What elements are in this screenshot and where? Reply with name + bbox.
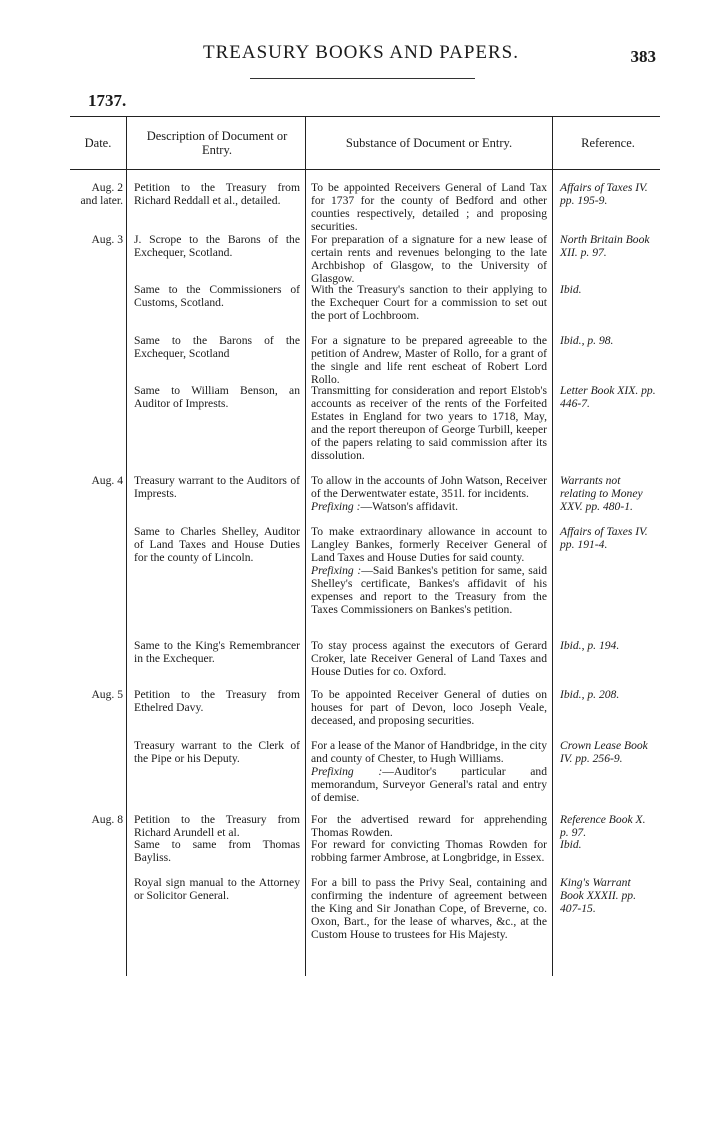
- entry-description: Same to William Benson, an Auditor of Imprests.: [134, 384, 300, 410]
- table-header-rule: [70, 169, 660, 170]
- column-divider: [552, 116, 553, 976]
- entry-description: Petition to the Treasury from Ethelred Davy.: [134, 688, 300, 714]
- entry-description: Same to the Barons of the Exchequer, Scotland: [134, 334, 300, 360]
- column-header-substance: Substance of Document or Entry.: [345, 136, 513, 150]
- column-header-description: Description of Document or Entry.: [146, 129, 288, 157]
- entry-description: Treasury warrant to the Clerk of the Pipe or his Deputy.: [134, 739, 300, 765]
- entry-substance: To stay process against the executors of Gerard Croker, late Receiver General of Land Taxes and House Duties for co. Oxford.: [311, 639, 547, 678]
- page-number: 383: [630, 47, 656, 66]
- entry-substance: [311, 525, 547, 616]
- entry-substance: With the Treasury's sanction to their applying to the Exchequer Court for a commission to set out the port of Lochbroom.: [311, 283, 547, 322]
- entry-reference: Ibid.: [560, 283, 582, 296]
- year-label: 1737.: [88, 91, 127, 110]
- table-top-rule: [70, 116, 660, 117]
- entry-substance: For the advertised reward for apprehending Thomas Rowden.: [311, 813, 547, 839]
- prefixing-text: —Watson's affidavit.: [360, 500, 459, 513]
- entry-description: Same to Charles Shelley, Auditor of Land Taxes and House Duties for the county of Lincoln.: [134, 525, 300, 564]
- entry-reference: Affairs of Taxes IV. pp. 191-4.: [560, 525, 648, 551]
- entry-reference: Ibid.: [560, 838, 582, 851]
- entry-description: Petition to the Treasury from Richard Arundell et al.: [134, 813, 300, 839]
- entry-description: Treasury warrant to the Auditors of Imprests.: [134, 474, 300, 500]
- entry-description: J. Scrope to the Barons of the Exchequer, Scotland.: [134, 233, 300, 259]
- entry-date: Aug. 8: [91, 813, 123, 826]
- entry-date: Aug. 5: [91, 688, 123, 701]
- entry-reference: Ibid., p. 208.: [560, 688, 620, 701]
- entry-description: Same to the King's Remembrancer in the Exchequer.: [134, 639, 300, 665]
- running-title: TREASURY BOOKS AND PAPERS.: [202, 42, 519, 63]
- column-divider: [126, 116, 127, 976]
- entry-reference: Crown Lease Book IV. pp. 256-9.: [560, 739, 648, 765]
- entry-reference: Reference Book X. p. 97.: [560, 813, 646, 839]
- entry-substance-text: To make extraordinary allowance in account to Langley Bankes, formerly Receiver General of Land Taxes and House Duties for said county.: [311, 525, 547, 564]
- entry-substance: For a signature to be prepared agreeable to the petition of Andrew, Master of Rollo, for a grant of the single and life rent escheat of Robert Lord Rollo.: [311, 334, 547, 386]
- entry-reference: King's Warrant Book XXXII. pp. 407-15.: [560, 876, 636, 915]
- prefixing-label: Prefixing :: [311, 500, 361, 513]
- entry-substance: [311, 739, 547, 804]
- header-rule: [250, 78, 475, 79]
- entry-description: Same to same from Thomas Bayliss.: [134, 838, 300, 864]
- entry-description: Royal sign manual to the Attorney or Solicitor General.: [134, 876, 300, 902]
- entry-reference: Warrants not relating to Money XXV. pp. 480-1.: [560, 474, 643, 513]
- prefixing-label: Prefixing :: [311, 564, 362, 577]
- entry-description: Same to the Commissioners of Customs, Scotland.: [134, 283, 300, 309]
- column-header-reference: Reference.: [581, 136, 635, 150]
- entry-description: Petition to the Treasury from Richard Reddall et al., detailed.: [134, 181, 300, 207]
- entry-reference: Ibid., p. 194.: [560, 639, 620, 652]
- entry-reference: Ibid., p. 98.: [560, 334, 614, 347]
- prefixing-text: —Said Bankes's petition for same, said Shelley's certificate, Bankes's affidavit of his expenses and report to the Treasury from the Taxes Commissioners on Bankes's petition.: [311, 564, 547, 616]
- entry-date: Aug. 2 and later.: [80, 181, 123, 207]
- entry-reference: Affairs of Taxes IV. pp. 195-9.: [560, 181, 648, 207]
- entry-substance: To be appointed Receiver General of duties on houses for part of Devon, loco Joseph Veale, deceased, and proposing securities.: [311, 688, 547, 727]
- entry-substance: Transmitting for consideration and report Elstob's accounts as receiver of the rents of the Forfeited Estates in England for two years to 1718, May, and the report thereupon of George Turbill, keeper of the papers relating to said commission after its dissolution.: [311, 384, 547, 462]
- column-header-date: Date.: [84, 136, 112, 150]
- entry-date: Aug. 3: [91, 233, 123, 246]
- entry-substance: For preparation of a signature for a new lease of certain rents and revenues belonging to the late Archbishop of Glasgow, to the University of Glasgow.: [311, 233, 547, 285]
- prefixing-label: Prefixing :: [311, 765, 383, 778]
- entry-date: Aug. 4: [91, 474, 123, 487]
- entry-substance-text: To allow in the accounts of John Watson, Receiver of the Derwentwater estate, 351l. for incidents.: [311, 474, 547, 500]
- entry-reference: North Britain Book XII. p. 97.: [560, 233, 650, 259]
- entry-substance: [311, 474, 547, 513]
- entry-substance: For a bill to pass the Privy Seal, containing and confirming the indenture of agreement between the King and Sir Jonathan Cope, of Breverne, co. Oxon, Bart., for the lease of wharves, &c., at the Custom House to trustees for His Majesty.: [311, 876, 547, 941]
- column-divider: [305, 116, 306, 976]
- entry-substance: For reward for convicting Thomas Rowden for robbing farmer Ambrose, at Longbridge, in Essex.: [311, 838, 547, 864]
- entry-substance-text: For a lease of the Manor of Handbridge, in the city and county of Chester, to Hugh Williams.: [311, 739, 547, 765]
- prefixing-text: —Auditor's particular and memorandum, Surveyor General's ratal and entry of demise.: [311, 765, 547, 804]
- entry-reference: Letter Book XIX. pp. 446-7.: [560, 384, 656, 410]
- entry-substance: To be appointed Receivers General of Land Tax for 1737 for the county of Bedford and other counties respectively, detailed ; and proposing securities.: [311, 181, 547, 233]
